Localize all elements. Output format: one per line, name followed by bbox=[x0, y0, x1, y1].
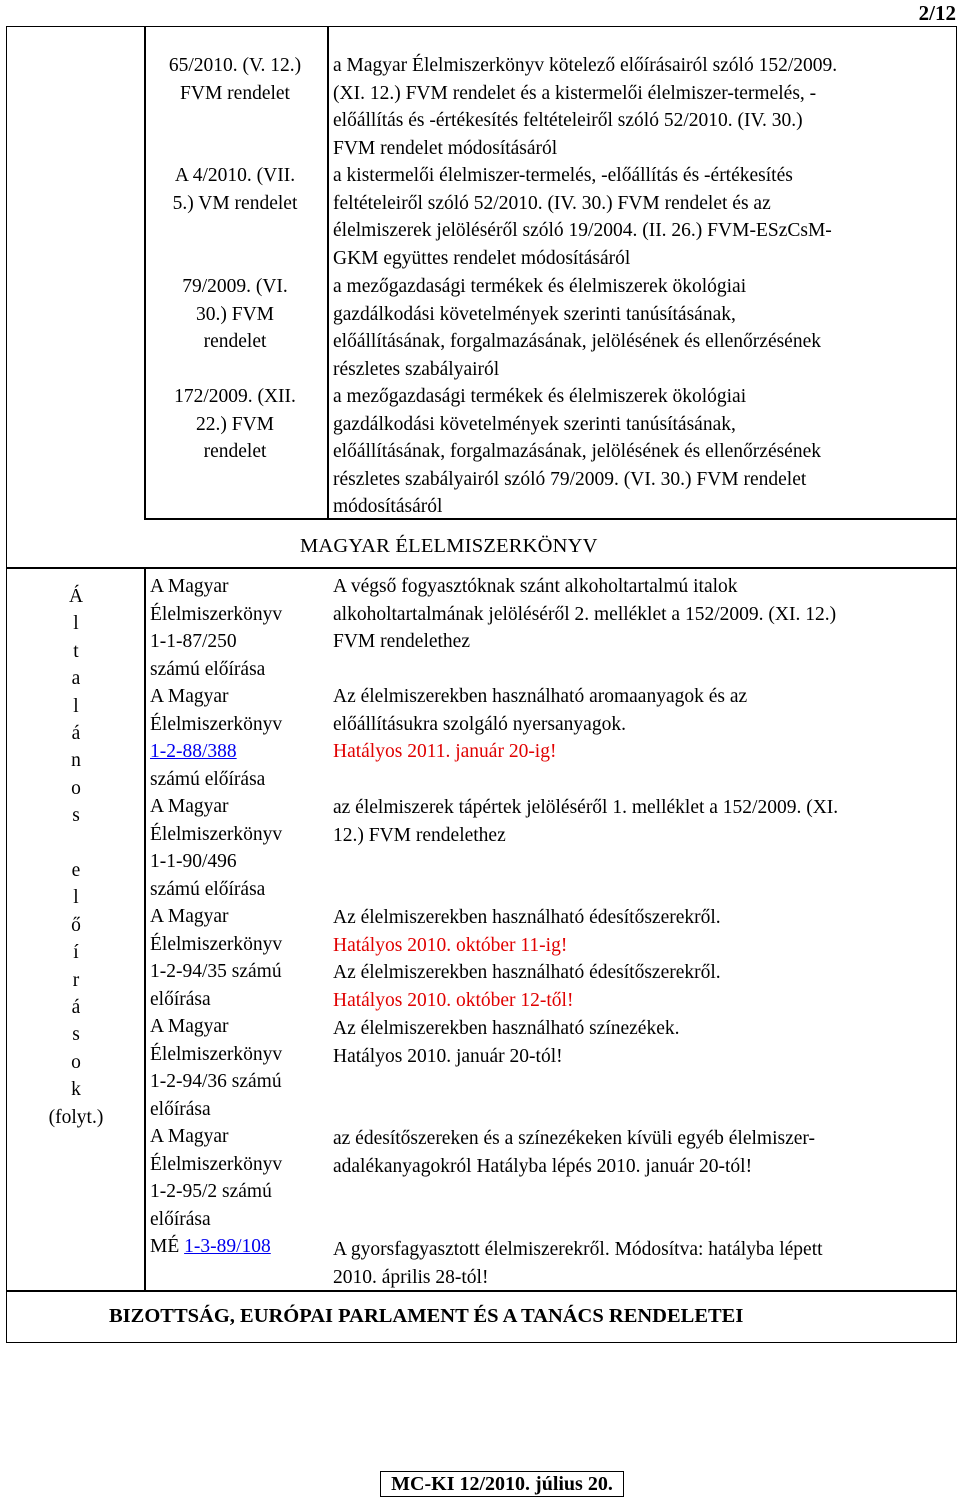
regulation-id: A 4/2010. (VII. 5.) VM rendelet bbox=[172, 165, 298, 214]
validity-note: Hatályos 2010. október 11-ig! bbox=[333, 934, 568, 956]
divider bbox=[327, 26, 329, 518]
codex-description: A gyorsfagyasztott élelmiszerekről. Módosítva: hatályba lépett 2010. április 28-tól! bbox=[333, 1239, 823, 1288]
codex-link[interactable]: 1-3-89/108 bbox=[184, 1236, 271, 1257]
validity-note: Hatályos 2011. január 20-ig! bbox=[333, 741, 557, 762]
codex-link[interactable]: 1-2-88/388 bbox=[150, 741, 237, 762]
vertical-section-label: Á l t a l á n o s e l ő í r á s o k (folyt.) bbox=[48, 586, 104, 1128]
regulation-id: 172/2009. (XII. 22.) FVM rendelet bbox=[174, 386, 296, 462]
codex-description: Az élelmiszerekben használható színezékek. Hatályos 2010. január 20-tól! bbox=[333, 1018, 680, 1067]
codex-entry: A Magyar Élelmiszerkönyv 1-1-87/250 számú előírása A Magyar Élelmiszerkönyv 1-2-88/388 számú előírása A Magyar Élelmiszerkönyv 1-1-90/496 számú előírása A Magyar Élelmiszerkönyv 1-2-94/35 számú előírása A Magyar Élelmiszerkönyv 1-2-94/36 számú előírása A Magyar Élelmiszerkönyv 1-2-95/2 számú előírása MÉ 1-3-89/108 bbox=[150, 576, 283, 1257]
codex-description: A végső fogyasztóknak szánt alkoholtartalmú italok alkoholtartalmának jelöléséről 2. melléklet a 152/2009. (XI. 12.) FVM rendelethez bbox=[333, 576, 837, 652]
divider bbox=[6, 567, 957, 569]
regulation-title: a mezőgazdasági termékek és élelmiszerek ökológiai gazdálkodási követelmények szerinti tanúsításának, előállításának, forgalmazásának, jelölésének és ellenőrzésének részletes szabályairól bbox=[333, 276, 821, 380]
divider bbox=[144, 567, 146, 1290]
divider bbox=[144, 26, 146, 518]
codex-description: az élelmiszerek tápértek jelöléséről 1. melléklet a 152/2009. (XI. 12.) FVM rendelethez bbox=[333, 797, 839, 846]
page-number: 2/12 bbox=[918, 1, 956, 25]
section-heading: MAGYAR ÉLELMISZERKÖNYV bbox=[300, 535, 598, 557]
regulation-id: 79/2009. (VI. 30.) FVM rendelet bbox=[182, 276, 288, 352]
footer-label: MC-KI 12/2010. július 20. bbox=[380, 1471, 624, 1497]
codex-description: az édesítőszereken és a színezékeken kívüli egyéb élelmiszer- adalékanyagokról Hatályba lépés 2010. január 20-tól! bbox=[333, 1128, 815, 1177]
regulation-title: a mezőgazdasági termékek és élelmiszerek ökológiai gazdálkodási követelmények szerinti tanúsításának, előállításának, forgalmazásának, jelölésének és ellenőrzésének részletes szabályairól szóló 79/2009. (VI. 30.) FVM rendelet módosításáról bbox=[333, 386, 821, 517]
regulation-id: 65/2010. (V. 12.) FVM rendelet bbox=[168, 55, 302, 104]
validity-note: Hatályos 2010. október 12-től! bbox=[333, 989, 574, 1011]
regulation-title: a Magyar Élelmiszerkönyv kötelező előírásairól szóló 152/2009. (XI. 12.) FVM rendelet és a kistermelői élelmiszer-termelés, - előállítás és -értékesítés feltételeiről szóló 52/2010. (IV. 30.) FVM rendelet módosításáról bbox=[333, 55, 838, 159]
codex-description: Az élelmiszerekben használható aromaanyagok és az előállításukra szolgáló nyersanyagok. Hatályos 2011. január 20-ig! bbox=[333, 683, 951, 766]
codex-description: Az élelmiszerekben használható édesítőszerekről. Hatályos 2010. október 11-ig! Az élelmiszerekben használható édesítőszerekről. Hatályos 2010. október 12-től! bbox=[333, 904, 951, 1014]
section-heading: BIZOTTSÁG, EURÓPAI PARLAMENT ÉS A TANÁCS RENDELETEI bbox=[109, 1305, 744, 1327]
regulation-title: a kistermelői élelmiszer-termelés, -előállítás és -értékesítés feltételeiről szóló 52/2010. (IV. 30.) FVM rendelet és az élelmiszerek jelöléséről szóló 19/2004. (II. 26.) FVM-ESzCsM- GKM együttes rendelet módosításáról bbox=[333, 165, 832, 269]
